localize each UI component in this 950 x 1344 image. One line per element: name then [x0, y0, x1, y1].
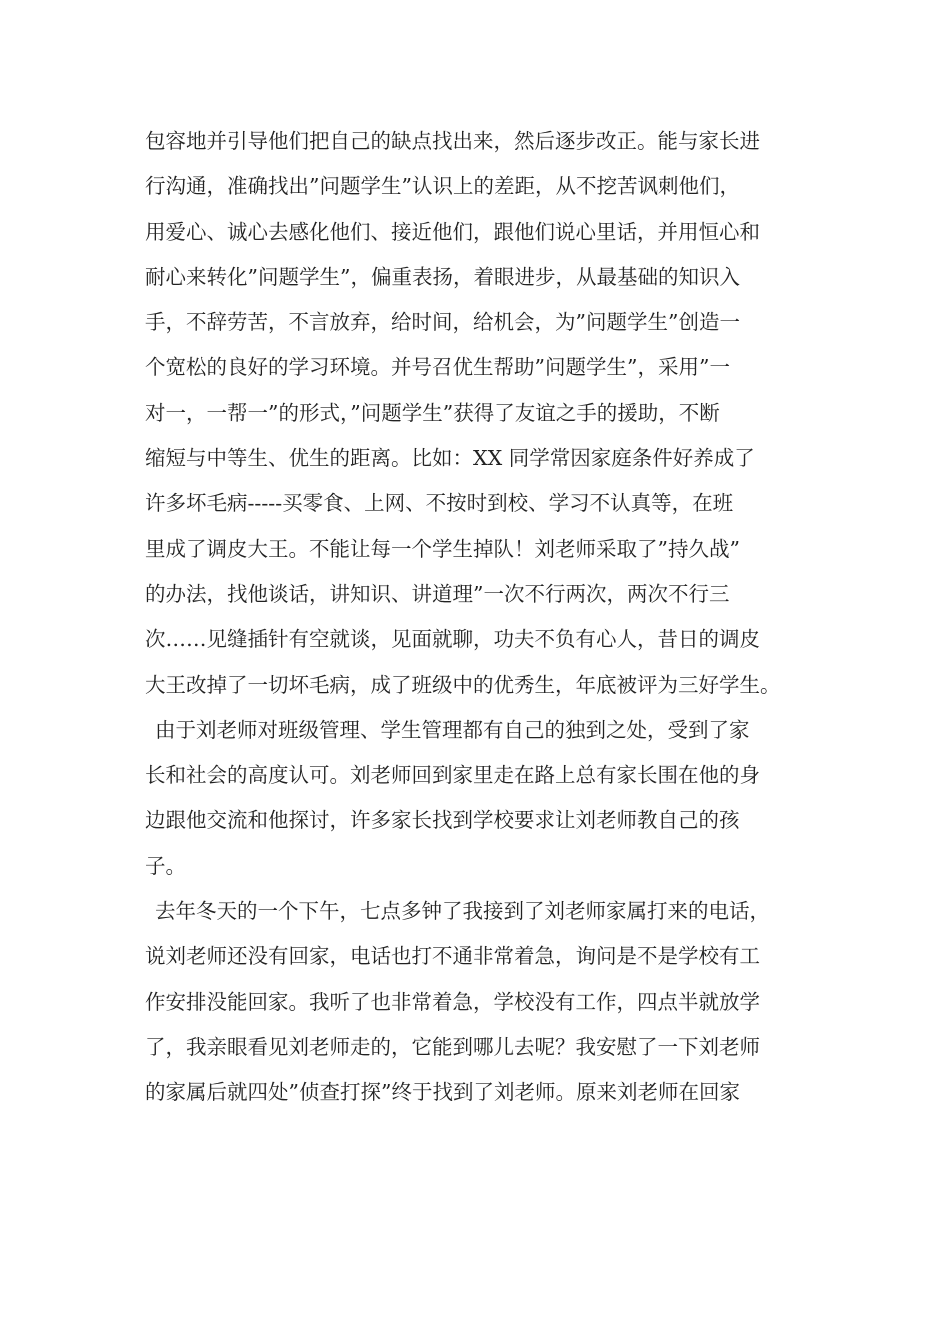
text-line: 子。 — [145, 853, 186, 878]
text-line: 大王改掉了一切坏毛病，成了班级中的优秀生，年底被评为三好学生。 — [145, 672, 781, 697]
text-line: 行沟通，准确找出”问题学生”认识上的差距，从不挖苦讽刺他们， — [145, 174, 740, 199]
text-line: 包容地并引导他们把自己的缺点找出来，然后逐步改正。能与家长进 — [145, 129, 760, 153]
text-line: 的办法，找他谈话，讲知识、讲道理”一次不行两次，两次不行三 — [145, 581, 730, 606]
text-line: 个宽松的良好的学习环境。并号召优生帮助”问题学生”，采用”一 — [145, 355, 730, 380]
text-line: 手，不辞劳苦，不言放弃，给时间，给机会，为”问题学生”创造一 — [145, 310, 740, 335]
text-line: 耐心来转化”问题学生”，偏重表扬，着眼进步，从最基础的知识入 — [145, 264, 740, 289]
text-line: 许多坏毛病-----买零食、上网、不按时到校、学习不认真等，在班 — [145, 491, 734, 516]
text-line: 作安排没能回家。我听了也非常着急，学校没有工作，四点半就放学 — [145, 989, 760, 1014]
text-line: 了，我亲眼看见刘老师走的，它能到哪儿去呢？我安慰了一下刘老师 — [145, 1034, 760, 1059]
text-line: 用爱心、诚心去感化他们、接近他们，跟他们说心里话，并用恒心和 — [145, 219, 760, 244]
paragraph-start-line: 由于刘老师对班级管理、学生管理都有自己的独到之处，受到了家 — [155, 717, 750, 742]
text-line: 长和社会的高度认可。刘老师回到家里走在路上总有家长围在他的身 — [145, 763, 760, 788]
text-line: 里成了调皮大王。不能让每一个学生掉队！刘老师采取了”持久战” — [145, 536, 740, 561]
paragraph-start-line: 去年冬天的一个下午，七点多钟了我接到了刘老师家属打来的电话， — [155, 899, 770, 924]
text-line: 缩短与中等生、优生的距离。比如：XX 同学常因家庭条件好养成了 — [145, 446, 755, 471]
text-line: 的家属后就四处”侦查打探”终于找到了刘老师。原来刘老师在回家 — [145, 1080, 740, 1105]
text-line: 边跟他交流和他探讨，许多家长找到学校要求让刘老师教自己的孩 — [145, 808, 740, 833]
text-line: 次……见缝插针有空就谈，见面就聊，功夫不负有心人，昔日的调皮 — [145, 627, 760, 652]
body-text — [145, 119, 810, 1116]
text-line: 对一，一帮一”的形式，”问题学生”获得了友谊之手的援助，不断 — [145, 400, 720, 425]
text-line: 说刘老师还没有回家，电话也打不通非常着急，询问是不是学校有工 — [145, 944, 760, 969]
